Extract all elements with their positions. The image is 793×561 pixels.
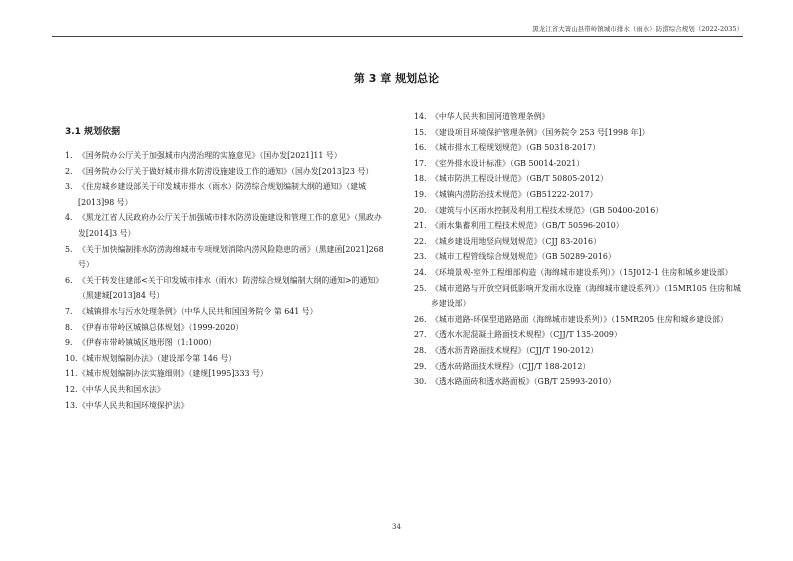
item-number: 23. — [414, 252, 427, 262]
item-text: 《建设项目环境保护管理条例》（国务院令 253 号[1998 年]） — [431, 127, 650, 137]
item-number: 25. — [414, 283, 427, 293]
item-text: 《中华人民共和国河道管理条例》 — [431, 112, 550, 121]
item-text: 《中华人民共和国环境保护法》 — [78, 400, 189, 410]
item-number: 13. — [65, 400, 78, 410]
list-item — [414, 156, 742, 172]
item-text: 《伊春市带岭镇城区地形图（1:1000） — [78, 338, 217, 348]
item-number: 29. — [414, 361, 427, 371]
page-number: 34 — [392, 523, 401, 531]
item-number: 4. — [65, 213, 73, 223]
list-item — [414, 187, 742, 203]
item-number: 12. — [65, 384, 78, 394]
item-number: 8. — [65, 322, 73, 332]
item-text: 《透水水泥混凝土路面技术规程》（CJJ/T 135-2009） — [431, 330, 622, 340]
list-item — [414, 327, 742, 343]
list-item — [414, 203, 742, 219]
list-item — [414, 140, 742, 156]
list-item — [414, 312, 742, 328]
item-text: 《城镇内涝防治技术规范》（GB51222-2017） — [431, 189, 598, 199]
list-item — [65, 351, 385, 367]
list-item — [414, 374, 742, 390]
item-text: 《国务院办公厅关于加强城市内涝治理的实施意见》（国办发[2021]11 号） — [78, 151, 342, 160]
item-text: 《关于转发住建部<关于印发城市排水（雨水）防涝综合规划编制大纲的通知>的通知》（黑建城[2013]84 号） — [78, 275, 384, 301]
item-text: 《城乡建设用地竖向规划规范》（CJJ 83-2016） — [431, 236, 601, 246]
item-text: 《室外排水设计标准》（GB 50014-2021） — [431, 158, 585, 168]
list-item — [65, 320, 385, 336]
list-item — [65, 273, 385, 304]
list-item — [414, 343, 742, 359]
item-number: 30. — [414, 377, 427, 387]
list-item — [414, 218, 742, 234]
list-item — [65, 382, 385, 398]
list-item — [65, 398, 385, 414]
item-number: 9. — [65, 338, 73, 348]
chapter-title: 第 3 章 规划总论 — [353, 72, 440, 85]
section-heading: 3.1 规划依据 — [65, 127, 121, 137]
item-text: 《住房城乡建设部关于印发城市排水（雨水）防涝综合规划编制大纲的通知》（建城[2013]98 号） — [78, 182, 367, 207]
item-number: 11. — [65, 369, 78, 379]
list-item — [414, 234, 742, 250]
item-text: 《透水砖路面技术规程》（CJJ/T 188-2012） — [431, 361, 591, 371]
item-number: 15. — [414, 127, 427, 137]
list-item — [65, 210, 385, 241]
item-number: 20. — [414, 205, 427, 215]
list-item — [414, 109, 742, 125]
item-number: 3. — [65, 182, 73, 192]
item-number: 5. — [65, 244, 73, 254]
list-item — [65, 242, 385, 273]
item-text: 《城市规划编制办法实施细则》（建规[1995]333 号） — [78, 369, 268, 379]
item-text: 《城市工程管线综合规划规范》（GB 50289-2016） — [431, 252, 616, 262]
item-number: 24. — [414, 267, 427, 277]
item-number: 14. — [414, 112, 427, 121]
item-text: 《关于加快编制排水防涝海绵城市专项规划消除内涝风险隐患的函》（黑建函[2021]268 号） — [78, 244, 384, 270]
item-text: 《黑龙江省人民政府办公厅关于加强城市排水防涝设施建设和管理工作的意见》（黑政办发[2014]3 号） — [78, 213, 382, 238]
list-item — [65, 366, 385, 382]
item-text: 《透水路面砖和透水路面板》（GB/T 25993-2010） — [431, 377, 616, 387]
item-text: 《伊春市带岭区城镇总体规划》（1999-2020） — [78, 322, 244, 332]
list-item — [414, 265, 742, 281]
item-number: 10. — [65, 353, 78, 363]
list-item — [65, 164, 385, 180]
item-text: 《城市防洪工程设计规范》（GB/T 50805-2012） — [431, 174, 608, 184]
list-item — [414, 125, 742, 141]
list-item — [414, 249, 742, 265]
item-number: 28. — [414, 345, 427, 355]
item-text: 《建筑与小区雨水控制及利用工程技术规范》（GB 50400-2016） — [431, 205, 664, 215]
list-item — [65, 148, 385, 164]
header-rule — [52, 36, 743, 37]
list-item — [65, 179, 385, 210]
list-item — [414, 281, 742, 312]
item-text: 《城镇排水与污水处理条例》（中华人民共和国国务院令 第 641 号） — [78, 306, 318, 316]
list-item — [414, 359, 742, 375]
list-item — [65, 335, 385, 351]
reference-list-left — [65, 148, 385, 413]
item-text: 《城市道路-环保型道路路面（海绵城市建设系列）》（15MR205 住房和城乡建设部） — [431, 314, 728, 324]
item-text: 《城市规划编制办法》（建设部令第 146 号） — [78, 353, 237, 363]
item-number: 1. — [65, 151, 73, 160]
item-text: 《雨水集蓄利用工程技术规范》（GB/T 50596-2010） — [431, 221, 624, 231]
item-text: 《中华人民共和国水法》 — [78, 384, 165, 394]
list-item — [65, 304, 385, 320]
item-number: 22. — [414, 236, 427, 246]
item-text: 《环境景观-室外工程细部构造（海绵城市建设系列）》（15J012-1 住房和城乡建设部） — [431, 267, 733, 277]
item-text: 《城市道路与开放空间低影响开发雨水设施（海绵城市建设系列）》（15MR105 住房和城乡建设部） — [431, 283, 741, 309]
item-number: 19. — [414, 189, 427, 199]
reference-list-right — [414, 109, 742, 390]
item-number: 6. — [65, 275, 73, 285]
item-text: 《国务院办公厅关于做好城市排水防涝设施建设工作的通知》（国办发[2013]23 号） — [78, 166, 374, 176]
item-number: 7. — [65, 306, 73, 316]
item-text: 《透水沥青路面技术规程》（CJJ/T 190-2012） — [431, 345, 599, 355]
item-number: 16. — [414, 143, 427, 153]
item-number: 26. — [414, 314, 427, 324]
item-text: 《城市排水工程规划规范》（GB 50318-2017） — [431, 143, 600, 153]
item-number: 18. — [414, 174, 427, 184]
list-item — [414, 171, 742, 187]
item-number: 17. — [414, 158, 427, 168]
item-number: 2. — [65, 166, 73, 176]
item-number: 21. — [414, 221, 427, 231]
item-number: 27. — [414, 330, 427, 340]
running-header: 黑龙江省大箐山县带岭镇城市排水（雨水）防涝综合规划（2022-2035） — [532, 25, 743, 33]
